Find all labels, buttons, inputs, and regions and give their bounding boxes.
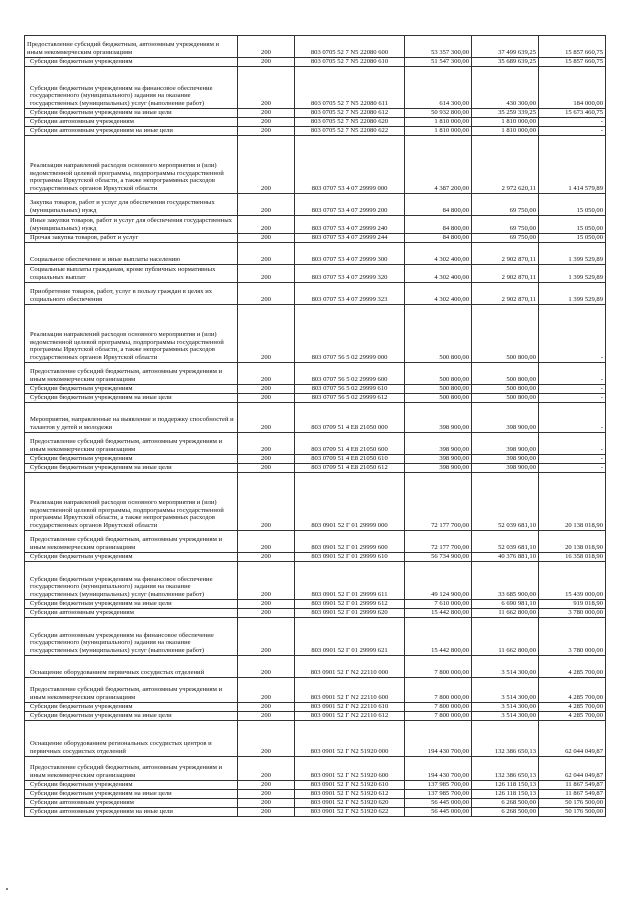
row-kbk-cell: 803 0709 51 4 E8 21050 612 — [295, 464, 405, 473]
row-remaining-cell: - — [539, 118, 606, 127]
row-approved-cell: 7 800 000,00 — [405, 656, 472, 678]
row-code-cell: 200 — [238, 194, 295, 216]
row-kbk-cell: 803 0709 51 4 E8 21050 000 — [295, 403, 405, 433]
row-kbk-cell: 803 0705 52 7 N5 22080 612 — [295, 109, 405, 118]
row-name-cell: Субсидии бюджетным учреждениям на финансовое обеспечение государственного (муниципального) задания на оказание государственных (муниципальных) услуг (выполнение работ) — [25, 562, 238, 600]
row-approved-cell: 72 177 700,00 — [405, 473, 472, 531]
report-sheet — [24, 35, 605, 817]
row-name-cell: Прочая закупка товаров, работ и услуг — [25, 234, 238, 243]
row-code-cell: 200 — [238, 136, 295, 194]
row-remaining-cell: 20 138 018,90 — [539, 531, 606, 553]
row-executed-cell: 430 300,00 — [472, 67, 539, 109]
row-kbk-cell: 803 0707 53 4 07 29999 240 — [295, 216, 405, 234]
table-row — [25, 127, 606, 136]
row-remaining-cell: - — [539, 127, 606, 136]
row-kbk-cell: 803 0707 56 5 02 29999 612 — [295, 394, 405, 403]
row-remaining-cell: 15 673 460,75 — [539, 109, 606, 118]
row-name-cell: Закупка товаров, работ и услуг для обеспечения государственных (муниципальных) нужд — [25, 194, 238, 216]
table-row — [25, 455, 606, 464]
row-approved-cell: 4 387 200,00 — [405, 136, 472, 194]
row-remaining-cell: - — [539, 305, 606, 363]
row-remaining-cell: - — [539, 385, 606, 394]
row-executed-cell: 398 900,00 — [472, 403, 539, 433]
row-executed-cell: 40 376 881,10 — [472, 553, 539, 562]
table-row — [25, 403, 606, 433]
row-kbk-cell: 803 0705 52 7 N5 22080 622 — [295, 127, 405, 136]
row-code-cell: 200 — [238, 618, 295, 656]
row-remaining-cell: 15 857 660,75 — [539, 58, 606, 67]
row-approved-cell: 194 430 700,00 — [405, 757, 472, 781]
row-name-cell: Субсидии автономным учреждениям на иные цели — [25, 127, 238, 136]
row-executed-cell: 126 118 150,13 — [472, 781, 539, 790]
row-name-cell: Приобретение товаров, работ, услуг в пользу граждан в целях их социального обеспечения — [25, 283, 238, 305]
row-kbk-cell: 803 0901 52 Г 01 29999 611 — [295, 562, 405, 600]
row-kbk-cell: 803 0705 52 7 N5 22080 611 — [295, 67, 405, 109]
row-approved-cell: 56 734 900,00 — [405, 553, 472, 562]
table-row — [25, 283, 606, 305]
row-remaining-cell: 3 780 000,00 — [539, 609, 606, 618]
row-name-cell: Предоставление субсидий бюджетным, автономным учреждениям и иным некоммерческим организациям — [25, 363, 238, 385]
row-code-cell: 200 — [238, 216, 295, 234]
row-name-cell: Оснащение оборудованием региональных сосудистых центров и первичных сосудистых отделений — [25, 721, 238, 757]
row-executed-cell: 37 499 639,25 — [472, 36, 539, 58]
row-executed-cell: 132 386 650,13 — [472, 721, 539, 757]
row-kbk-cell: 803 0901 52 Г 01 29999 000 — [295, 473, 405, 531]
table-row — [25, 781, 606, 790]
row-remaining-cell: 62 044 049,87 — [539, 757, 606, 781]
row-kbk-cell: 803 0901 52 Г N2 51920 622 — [295, 808, 405, 817]
row-kbk-cell: 803 0707 56 5 02 29999 610 — [295, 385, 405, 394]
row-approved-cell: 84 800,00 — [405, 216, 472, 234]
row-approved-cell: 7 800 000,00 — [405, 703, 472, 712]
row-approved-cell: 84 800,00 — [405, 234, 472, 243]
row-name-cell: Субсидии бюджетным учреждениям — [25, 703, 238, 712]
row-kbk-cell: 803 0707 53 4 07 29999 200 — [295, 194, 405, 216]
row-executed-cell: 11 662 800,00 — [472, 618, 539, 656]
table-row — [25, 712, 606, 721]
table-row — [25, 36, 606, 58]
row-kbk-cell: 803 0707 56 5 02 29999 600 — [295, 363, 405, 385]
row-name-cell: Реализация направлений расходов основного мероприятия и (или) ведомственной целевой программы, подпрограммы государственной программы Иркутской области, а также непрограммных расходов государственных органов Иркутской области — [25, 136, 238, 194]
row-kbk-cell: 803 0705 52 7 N5 22080 610 — [295, 58, 405, 67]
row-code-cell: 200 — [238, 712, 295, 721]
row-code-cell: 200 — [238, 553, 295, 562]
row-code-cell: 200 — [238, 757, 295, 781]
row-code-cell: 200 — [238, 265, 295, 283]
row-name-cell: Субсидии бюджетным учреждениям — [25, 781, 238, 790]
row-remaining-cell: - — [539, 403, 606, 433]
row-name-cell: Субсидии бюджетным учреждениям на финансовое обеспечение государственного (муниципального) задания на оказание государственных (муниципальных) услуг (выполнение работ) — [25, 67, 238, 109]
row-kbk-cell: 803 0707 53 4 07 29999 323 — [295, 283, 405, 305]
table-row — [25, 67, 606, 109]
table-row — [25, 385, 606, 394]
row-approved-cell: 398 900,00 — [405, 455, 472, 464]
row-kbk-cell: 803 0709 51 4 E8 21050 610 — [295, 455, 405, 464]
row-kbk-cell: 803 0901 52 Г N2 22110 612 — [295, 712, 405, 721]
table-row — [25, 243, 606, 265]
row-executed-cell: 1 810 000,00 — [472, 118, 539, 127]
row-code-cell: 200 — [238, 799, 295, 808]
row-remaining-cell: 1 399 529,89 — [539, 283, 606, 305]
row-kbk-cell: 803 0705 52 7 N5 22080 620 — [295, 118, 405, 127]
row-kbk-cell: 803 0901 52 Г N2 51920 612 — [295, 790, 405, 799]
row-name-cell: Субсидии бюджетным учреждениям — [25, 553, 238, 562]
row-name-cell: Предоставление субсидий бюджетным, автономным учреждениям и иным некоммерческим организациям — [25, 36, 238, 58]
row-approved-cell: 51 547 300,00 — [405, 58, 472, 67]
row-remaining-cell: 4 285 700,00 — [539, 656, 606, 678]
row-code-cell: 200 — [238, 600, 295, 609]
row-name-cell: Субсидии бюджетным учреждениям на иные цели — [25, 109, 238, 118]
row-name-cell: Предоставление субсидий бюджетным, автономным учреждениям и иным некоммерческим организациям — [25, 757, 238, 781]
row-executed-cell: 398 900,00 — [472, 433, 539, 455]
row-executed-cell: 1 810 000,00 — [472, 127, 539, 136]
row-remaining-cell: 11 867 549,87 — [539, 790, 606, 799]
row-remaining-cell: - — [539, 394, 606, 403]
table-row — [25, 757, 606, 781]
row-code-cell: 200 — [238, 363, 295, 385]
table-row — [25, 562, 606, 600]
row-code-cell: 200 — [238, 403, 295, 433]
table-row — [25, 216, 606, 234]
row-executed-cell: 6 268 500,00 — [472, 799, 539, 808]
row-remaining-cell: 1 414 579,89 — [539, 136, 606, 194]
row-code-cell: 200 — [238, 36, 295, 58]
row-executed-cell: 500 800,00 — [472, 394, 539, 403]
row-approved-cell: 50 932 800,00 — [405, 109, 472, 118]
row-executed-cell: 52 039 681,10 — [472, 473, 539, 531]
row-remaining-cell: 184 000,00 — [539, 67, 606, 109]
row-code-cell: 200 — [238, 394, 295, 403]
row-remaining-cell: - — [539, 455, 606, 464]
row-kbk-cell: 803 0901 52 Г N2 51920 600 — [295, 757, 405, 781]
row-name-cell: Предоставление субсидий бюджетным, автономным учреждениям и иным некоммерческим организациям — [25, 678, 238, 703]
table-row — [25, 799, 606, 808]
row-kbk-cell: 803 0709 51 4 E8 21050 600 — [295, 433, 405, 455]
row-remaining-cell: 1 399 529,89 — [539, 243, 606, 265]
table-row — [25, 305, 606, 363]
row-code-cell: 200 — [238, 67, 295, 109]
table-row — [25, 118, 606, 127]
row-code-cell: 200 — [238, 305, 295, 363]
row-name-cell: Субсидии автономным учреждениям — [25, 609, 238, 618]
row-executed-cell: 69 750,00 — [472, 216, 539, 234]
row-remaining-cell: 15 050,00 — [539, 194, 606, 216]
table-row — [25, 531, 606, 553]
row-executed-cell: 52 039 681,10 — [472, 531, 539, 553]
table-row — [25, 194, 606, 216]
table-row — [25, 721, 606, 757]
row-executed-cell: 35 689 639,25 — [472, 58, 539, 67]
row-approved-cell: 500 800,00 — [405, 363, 472, 385]
row-kbk-cell: 803 0901 52 Г N2 22110 600 — [295, 678, 405, 703]
row-code-cell: 200 — [238, 243, 295, 265]
row-approved-cell: 1 810 000,00 — [405, 118, 472, 127]
row-remaining-cell: 20 138 018,90 — [539, 473, 606, 531]
row-code-cell: 200 — [238, 58, 295, 67]
row-kbk-cell: 803 0901 52 Г N2 22110 000 — [295, 656, 405, 678]
row-code-cell: 200 — [238, 118, 295, 127]
row-remaining-cell: 16 358 018,90 — [539, 553, 606, 562]
row-remaining-cell: - — [539, 363, 606, 385]
row-executed-cell: 33 685 900,00 — [472, 562, 539, 600]
row-remaining-cell: 4 285 700,00 — [539, 678, 606, 703]
row-remaining-cell: 15 857 660,75 — [539, 36, 606, 58]
row-executed-cell: 2 902 870,11 — [472, 265, 539, 283]
row-code-cell: 200 — [238, 790, 295, 799]
row-approved-cell: 7 800 000,00 — [405, 678, 472, 703]
row-approved-cell: 7 800 000,00 — [405, 712, 472, 721]
row-remaining-cell: 50 176 500,00 — [539, 808, 606, 817]
row-executed-cell: 500 800,00 — [472, 305, 539, 363]
table-row — [25, 473, 606, 531]
row-remaining-cell: 50 176 500,00 — [539, 799, 606, 808]
row-name-cell: Социальные выплаты гражданам, кроме публичных нормативных социальных выплат — [25, 265, 238, 283]
row-approved-cell: 137 985 700,00 — [405, 781, 472, 790]
row-code-cell: 200 — [238, 385, 295, 394]
row-executed-cell: 398 900,00 — [472, 464, 539, 473]
row-code-cell: 200 — [238, 464, 295, 473]
row-approved-cell: 398 900,00 — [405, 433, 472, 455]
row-executed-cell: 3 514 300,00 — [472, 712, 539, 721]
row-approved-cell: 56 445 000,00 — [405, 799, 472, 808]
row-approved-cell: 500 800,00 — [405, 385, 472, 394]
row-executed-cell: 2 902 870,11 — [472, 283, 539, 305]
row-kbk-cell: 803 0901 52 Г 01 29999 612 — [295, 600, 405, 609]
table-row — [25, 433, 606, 455]
row-kbk-cell: 803 0705 52 7 N5 22080 600 — [295, 36, 405, 58]
row-code-cell: 200 — [238, 721, 295, 757]
row-kbk-cell: 803 0901 52 Г N2 51920 610 — [295, 781, 405, 790]
row-remaining-cell: 15 439 000,00 — [539, 562, 606, 600]
row-approved-cell: 500 800,00 — [405, 394, 472, 403]
row-approved-cell: 15 442 800,00 — [405, 609, 472, 618]
row-remaining-cell: 4 285 700,00 — [539, 712, 606, 721]
row-remaining-cell: 15 050,00 — [539, 216, 606, 234]
row-kbk-cell: 803 0901 52 Г 01 29999 610 — [295, 553, 405, 562]
table-row — [25, 609, 606, 618]
row-executed-cell: 35 259 339,25 — [472, 109, 539, 118]
row-remaining-cell: 3 780 000,00 — [539, 618, 606, 656]
row-kbk-cell: 803 0901 52 Г N2 51920 000 — [295, 721, 405, 757]
row-code-cell: 200 — [238, 781, 295, 790]
row-name-cell: Субсидии автономным учреждениям — [25, 799, 238, 808]
row-executed-cell: 500 800,00 — [472, 363, 539, 385]
row-code-cell: 200 — [238, 234, 295, 243]
table-row — [25, 136, 606, 194]
row-executed-cell: 132 386 650,13 — [472, 757, 539, 781]
row-code-cell: 200 — [238, 283, 295, 305]
row-approved-cell: 15 442 800,00 — [405, 618, 472, 656]
table-row — [25, 618, 606, 656]
row-executed-cell: 11 662 800,00 — [472, 609, 539, 618]
row-approved-cell: 4 302 400,00 — [405, 265, 472, 283]
row-executed-cell: 2 972 620,11 — [472, 136, 539, 194]
row-name-cell: Субсидии бюджетным учреждениям на иные цели — [25, 790, 238, 799]
row-approved-cell: 84 800,00 — [405, 194, 472, 216]
table-row — [25, 234, 606, 243]
row-executed-cell: 69 750,00 — [472, 194, 539, 216]
row-remaining-cell: 15 050,00 — [539, 234, 606, 243]
row-kbk-cell: 803 0901 52 Г 01 29999 621 — [295, 618, 405, 656]
row-approved-cell: 500 800,00 — [405, 305, 472, 363]
row-code-cell: 200 — [238, 656, 295, 678]
row-name-cell: Мероприятия, направленные на выявление и поддержку способностей и талантов у детей и молодежи — [25, 403, 238, 433]
row-name-cell: Субсидии бюджетным учреждениям — [25, 385, 238, 394]
row-executed-cell: 398 900,00 — [472, 455, 539, 464]
table-row — [25, 464, 606, 473]
row-remaining-cell: - — [539, 433, 606, 455]
row-executed-cell: 69 750,00 — [472, 234, 539, 243]
row-executed-cell: 2 902 870,11 — [472, 243, 539, 265]
table-row — [25, 394, 606, 403]
row-approved-cell: 53 357 300,00 — [405, 36, 472, 58]
row-kbk-cell: 803 0707 53 4 07 29999 244 — [295, 234, 405, 243]
row-executed-cell: 6 268 500,00 — [472, 808, 539, 817]
row-remaining-cell: 62 044 049,87 — [539, 721, 606, 757]
row-code-cell: 200 — [238, 531, 295, 553]
row-name-cell: Субсидии бюджетным учреждениям на иные цели — [25, 464, 238, 473]
table-row — [25, 109, 606, 118]
table-row — [25, 703, 606, 712]
row-executed-cell: 3 514 300,00 — [472, 703, 539, 712]
row-executed-cell: 3 514 300,00 — [472, 678, 539, 703]
table-row — [25, 600, 606, 609]
row-code-cell: 200 — [238, 562, 295, 600]
row-kbk-cell: 803 0707 56 5 02 29999 000 — [295, 305, 405, 363]
row-name-cell: Субсидии бюджетным учреждениям — [25, 455, 238, 464]
row-name-cell: Оснащение оборудованием первичных сосудистых отделений — [25, 656, 238, 678]
table-body — [25, 36, 606, 817]
row-approved-cell: 398 900,00 — [405, 464, 472, 473]
row-executed-cell: 3 514 300,00 — [472, 656, 539, 678]
table-row — [25, 808, 606, 817]
row-code-cell: 200 — [238, 433, 295, 455]
row-remaining-cell: 1 399 529,89 — [539, 265, 606, 283]
row-code-cell: 200 — [238, 109, 295, 118]
row-name-cell: Субсидии автономным учреждениям на иные цели — [25, 808, 238, 817]
row-code-cell: 200 — [238, 609, 295, 618]
row-name-cell: Социальное обеспечение и иные выплаты населению — [25, 243, 238, 265]
row-code-cell: 200 — [238, 678, 295, 703]
row-executed-cell: 500 800,00 — [472, 385, 539, 394]
table-row — [25, 553, 606, 562]
row-remaining-cell: - — [539, 464, 606, 473]
row-name-cell: Субсидии автономным учреждениям на финансовое обеспечение государственного (муниципального) задания на оказание государственных (муниципальных) услуг (выполнение работ) — [25, 618, 238, 656]
row-name-cell: Субсидии автономным учреждениям — [25, 118, 238, 127]
row-approved-cell: 49 124 900,00 — [405, 562, 472, 600]
row-executed-cell: 6 690 981,10 — [472, 600, 539, 609]
row-kbk-cell: 803 0707 53 4 07 29999 000 — [295, 136, 405, 194]
table-row — [25, 363, 606, 385]
row-kbk-cell: 803 0707 53 4 07 29999 320 — [295, 265, 405, 283]
row-kbk-cell: 803 0901 52 Г 01 29999 620 — [295, 609, 405, 618]
row-name-cell: Субсидии бюджетным учреждениям на иные цели — [25, 394, 238, 403]
row-remaining-cell: 11 867 549,87 — [539, 781, 606, 790]
row-approved-cell: 398 900,00 — [405, 403, 472, 433]
row-name-cell: Субсидии бюджетным учреждениям на иные цели — [25, 600, 238, 609]
row-approved-cell: 56 445 000,00 — [405, 808, 472, 817]
row-remaining-cell: 4 285 700,00 — [539, 703, 606, 712]
row-kbk-cell: 803 0901 52 Г 01 29999 600 — [295, 531, 405, 553]
row-approved-cell: 194 430 700,00 — [405, 721, 472, 757]
row-name-cell: Реализация направлений расходов основного мероприятия и (или) ведомственной целевой программы, подпрограммы государственной программы Иркутской области, а также непрограммных расходов государственных органов Иркутской области — [25, 473, 238, 531]
row-approved-cell: 1 810 000,00 — [405, 127, 472, 136]
expenditure-table — [24, 35, 606, 817]
row-name-cell: Субсидии бюджетным учреждениям — [25, 58, 238, 67]
row-kbk-cell: 803 0707 53 4 07 29999 300 — [295, 243, 405, 265]
row-code-cell: 200 — [238, 473, 295, 531]
row-approved-cell: 137 985 700,00 — [405, 790, 472, 799]
row-code-cell: 200 — [238, 455, 295, 464]
row-name-cell: Субсидии бюджетным учреждениям на иные цели — [25, 712, 238, 721]
table-row — [25, 790, 606, 799]
row-approved-cell: 7 610 000,00 — [405, 600, 472, 609]
row-kbk-cell: 803 0901 52 Г N2 22110 610 — [295, 703, 405, 712]
row-name-cell: Предоставление субсидий бюджетным, автономным учреждениям и иным некоммерческим организациям — [25, 433, 238, 455]
row-code-cell: 200 — [238, 808, 295, 817]
table-row — [25, 678, 606, 703]
table-row — [25, 265, 606, 283]
row-name-cell: Реализация направлений расходов основного мероприятия и (или) ведомственной целевой программы, подпрограммы государственной программы Иркутской области, а также непрограммных расходов государственных органов Иркутской области — [25, 305, 238, 363]
row-kbk-cell: 803 0901 52 Г N2 51920 620 — [295, 799, 405, 808]
row-approved-cell: 72 177 700,00 — [405, 531, 472, 553]
table-row — [25, 58, 606, 67]
table-row — [25, 656, 606, 678]
scan-dot — [6, 888, 8, 890]
row-name-cell: Иные закупки товаров, работ и услуг для обеспечения государственных (муниципальных) нужд — [25, 216, 238, 234]
row-approved-cell: 4 302 400,00 — [405, 283, 472, 305]
row-name-cell: Предоставление субсидий бюджетным, автономным учреждениям и иным некоммерческим организациям — [25, 531, 238, 553]
row-code-cell: 200 — [238, 127, 295, 136]
row-approved-cell: 614 300,00 — [405, 67, 472, 109]
row-approved-cell: 4 302 400,00 — [405, 243, 472, 265]
row-executed-cell: 126 118 150,13 — [472, 790, 539, 799]
row-code-cell: 200 — [238, 703, 295, 712]
row-remaining-cell: 919 018,90 — [539, 600, 606, 609]
